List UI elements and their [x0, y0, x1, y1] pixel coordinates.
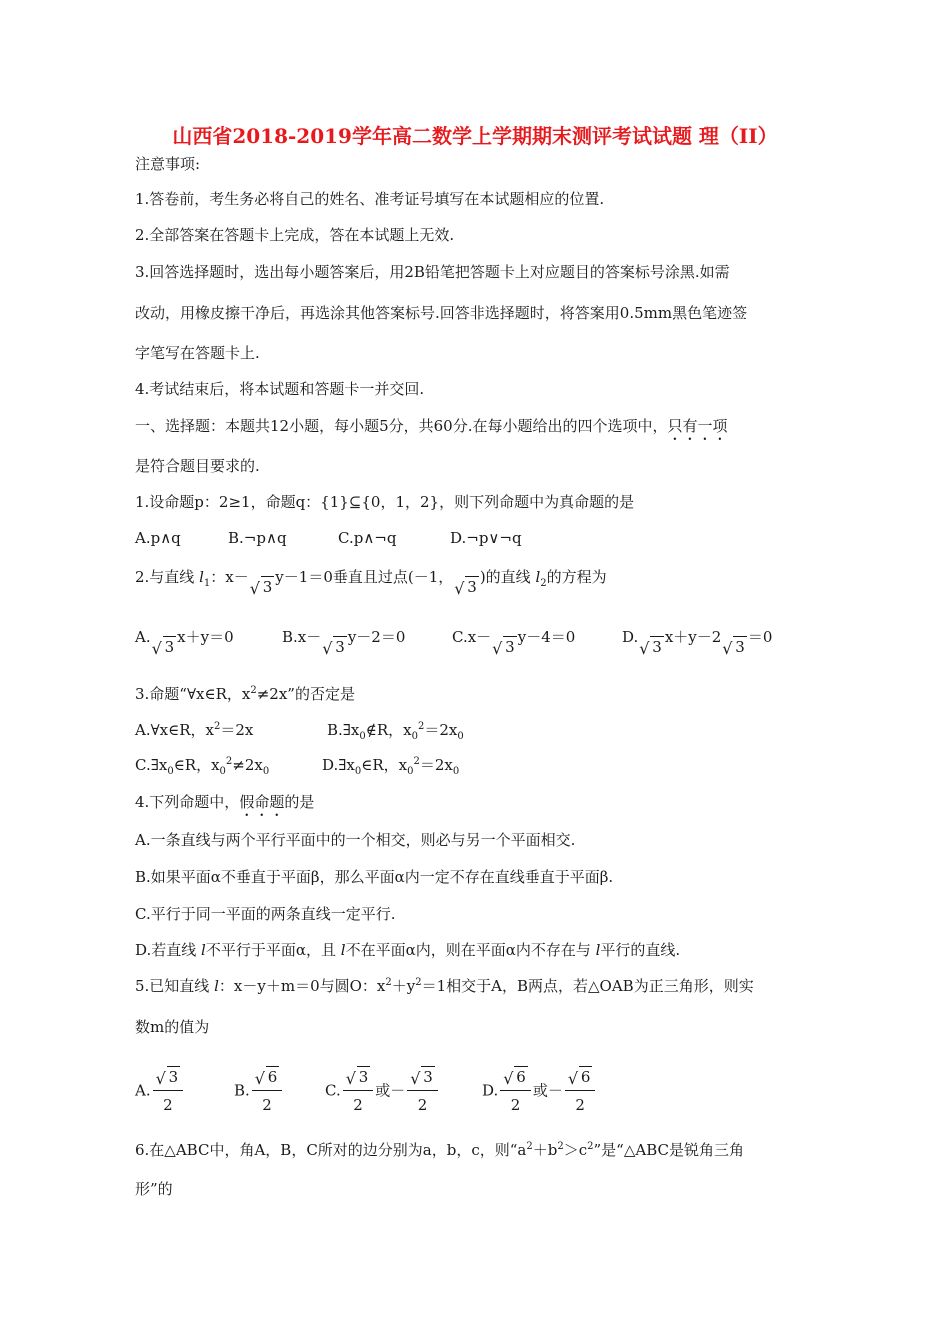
q4-option-c: C.平行于同一平面的两条直线一定平行. — [135, 905, 396, 923]
radical-sign: √ — [155, 1069, 166, 1088]
notice-item-3-line-3: 字笔写在答题卡上. — [135, 344, 260, 362]
numerator — [153, 1066, 184, 1091]
radical-sign: √ — [410, 1069, 421, 1088]
sqrt-3 — [639, 636, 664, 657]
option-letter: A. — [135, 1081, 151, 1100]
superscript: 2 — [557, 1141, 564, 1152]
q6-text: ”是“△ABC是锐角三角 — [593, 1141, 744, 1159]
q6-stem-line-2: 形”的 — [135, 1180, 173, 1198]
fraction — [153, 1066, 184, 1115]
radical-sign: √ — [345, 1069, 356, 1088]
subscript: 0 — [411, 731, 418, 742]
option-text: D.∃x — [322, 756, 355, 774]
denominator: 2 — [510, 1096, 521, 1114]
subscript: 0 — [457, 731, 464, 742]
superscript: 2 — [526, 1141, 533, 1152]
denominator: 2 — [353, 1096, 363, 1114]
q4-option-b: B.如果平面α不垂直于平面β，那么平面α内一定不存在直线垂直于平面β. — [135, 868, 614, 886]
q1-stem: 1.设命题p：2≥1，命题q：{1}⊆{0，1，2}，则下列命题中为真命题的是 — [135, 493, 635, 511]
fraction — [343, 1066, 374, 1115]
superscript: 2 — [213, 721, 221, 732]
sqrt-3 — [346, 1066, 371, 1087]
notice-heading: 注意事项: — [135, 155, 201, 173]
q1-option-d: D.¬p∨¬q — [450, 529, 522, 547]
sqrt-3 — [152, 636, 177, 657]
q2-stem — [135, 566, 607, 598]
subscript: 0 — [354, 766, 362, 777]
q3-option-b — [327, 720, 464, 740]
option-text: C.∃x — [135, 756, 168, 774]
denominator: 2 — [575, 1096, 585, 1114]
subscript: 0 — [407, 766, 414, 777]
exam-title: 山西省2018-2019学年高二数学上学期期末测评考试试题 理（II） — [172, 124, 778, 148]
sqrt-3 — [250, 576, 275, 597]
emphasis-false-proposition: 假命题 — [239, 793, 285, 811]
radicand: 3 — [358, 1068, 369, 1086]
option-text: ＝2x — [220, 721, 254, 739]
subscript: 0 — [262, 766, 270, 777]
radicand: 3 — [164, 638, 175, 656]
option-text: y－2＝0 — [347, 628, 406, 646]
radical-sign: √ — [722, 639, 733, 658]
q1-option-b: B.¬p∧q — [228, 529, 287, 547]
option-text: x＋y＝0 — [177, 628, 234, 646]
superscript: 2 — [587, 1141, 594, 1152]
option-text: ＝2x — [424, 721, 458, 739]
notice-item-3-line-2: 改动，用橡皮擦干净后，再选涂其他答案标号.回答非选择题时，将答案用0.5mm黑色笔迹签 — [135, 304, 748, 322]
sqrt-3 — [322, 636, 347, 657]
q2-subscript-2: 2 — [540, 578, 547, 589]
q2-subscript-1: 1 — [203, 578, 211, 589]
denominator: 2 — [262, 1096, 272, 1114]
option-text: D.若直线 — [135, 941, 202, 959]
q4-option-d — [135, 940, 680, 960]
radical-sign: √ — [503, 1069, 514, 1088]
fraction — [252, 1066, 283, 1115]
superscript: 2 — [250, 685, 257, 696]
q2-text-1: 2.与直线 — [135, 568, 200, 586]
subscript: 0 — [219, 766, 226, 777]
option-letter: A. — [135, 628, 151, 646]
radicand: 3 — [335, 638, 345, 656]
numerator — [500, 1066, 531, 1091]
superscript: 2 — [225, 756, 233, 767]
sqrt-3 — [454, 576, 479, 597]
subscript: 0 — [452, 766, 460, 777]
q1-option-c: C.p∧¬q — [338, 529, 397, 547]
emphasis-only-one: 只有一项 — [667, 417, 728, 435]
numerator — [565, 1066, 596, 1091]
q5-option-d — [482, 1066, 597, 1115]
radical-sign: √ — [567, 1069, 579, 1088]
fraction — [407, 1066, 438, 1115]
option-text: ＝0 — [747, 628, 773, 646]
line-l-symbol: l — [199, 568, 204, 586]
notice-item-3-line-1: 3.回答选择题时，选出每小题答案后，用2B铅笔把答题卡上对应题目的答案标号涂黑.如需 — [135, 263, 730, 281]
superscript: 2 — [385, 977, 392, 988]
superscript: 2 — [418, 721, 425, 732]
sqrt-6 — [568, 1066, 593, 1087]
option-text: 不在平面α内，则在平面α内不存在与 — [345, 941, 596, 959]
q5-option-b — [234, 1066, 284, 1115]
q5-text: ＝1相交于A，B两点，若△OAB为正三角形，则实 — [421, 977, 754, 995]
option-text: y－4＝0 — [517, 628, 576, 646]
q6-text: 6.在△ABC中，角A，B，C所对的边分别为a，b，c，则“a — [135, 1141, 527, 1159]
radicand: 3 — [652, 638, 662, 656]
radicand: 3 — [423, 1068, 433, 1086]
radicand: 6 — [267, 1068, 278, 1086]
subscript: 0 — [167, 766, 174, 777]
option-letter: D. — [482, 1081, 499, 1100]
denominator: 2 — [417, 1096, 428, 1114]
radicand: 3 — [467, 578, 477, 596]
superscript: 2 — [413, 756, 420, 767]
radical-sign: √ — [492, 639, 503, 658]
radicand: 3 — [505, 638, 515, 656]
line-l-symbol: l — [595, 941, 601, 959]
q4-text: 的是 — [284, 793, 315, 811]
q2-text-4: )的直线 — [479, 568, 536, 586]
q2-option-a — [135, 626, 234, 658]
numerator — [343, 1066, 374, 1091]
section-intro-line-2: 是符合题目要求的. — [135, 457, 260, 475]
section-intro-line-1 — [135, 416, 728, 444]
radicand: 6 — [516, 1068, 526, 1086]
superscript: 2 — [415, 977, 422, 988]
sqrt-3 — [410, 1066, 435, 1087]
sqrt-6 — [503, 1066, 528, 1087]
option-text: ∉R，x — [365, 721, 412, 739]
fraction — [500, 1066, 531, 1115]
line-l-symbol: l — [214, 977, 219, 995]
q5-option-c — [325, 1066, 440, 1115]
radical-sign: √ — [454, 579, 465, 598]
q5-stem-line-1 — [135, 976, 754, 996]
option-text: A.∀x∈R，x — [135, 721, 214, 739]
sqrt-3 — [156, 1066, 181, 1087]
q1-option-a: A.p∧q — [135, 529, 181, 547]
subscript: 0 — [359, 731, 366, 742]
q3-option-a — [135, 720, 253, 740]
q3-text: ≠2x”的否定是 — [256, 685, 355, 703]
q3-option-c — [135, 755, 269, 775]
line-l-symbol: l — [201, 941, 206, 959]
line-l-symbol: l — [535, 568, 541, 586]
q3-option-d — [322, 755, 459, 775]
option-text: x＋y－2 — [664, 628, 722, 646]
option-text: ＝2x — [419, 756, 453, 774]
option-text: 不平行于平面α，且 — [205, 941, 341, 959]
sqrt-6 — [255, 1066, 280, 1087]
option-letter: C. — [325, 1081, 341, 1100]
sqrt-3 — [722, 636, 747, 657]
option-or-text: 或－ — [375, 1081, 406, 1100]
denominator: 2 — [163, 1096, 173, 1114]
option-text: ∈R，x — [173, 756, 220, 774]
option-letter: D. — [622, 628, 639, 646]
radicand: 6 — [580, 1068, 591, 1086]
option-text: B.x－ — [282, 628, 322, 646]
numerator — [252, 1066, 283, 1091]
q5-option-a — [135, 1066, 185, 1115]
notice-item-2: 2.全部答案在答题卡上完成，答在本试题上无效. — [135, 226, 455, 244]
radicand: 3 — [262, 578, 273, 596]
q4-stem — [135, 792, 314, 820]
radical-sign: √ — [151, 639, 162, 658]
q2-option-d — [622, 626, 773, 658]
q3-stem — [135, 684, 355, 704]
option-text: ∈R，x — [361, 756, 408, 774]
option-text: 平行的直线. — [600, 941, 681, 959]
radical-sign: √ — [249, 579, 260, 598]
radical-sign: √ — [322, 639, 333, 658]
q6-text: ＋b — [532, 1141, 558, 1159]
q4-text: 4.下列命题中， — [135, 793, 240, 811]
fraction — [565, 1066, 596, 1115]
radical-sign: √ — [254, 1069, 265, 1088]
radicand: 3 — [168, 1068, 179, 1086]
q5-text: ＋y — [391, 977, 416, 995]
q2-text-5: 的方程为 — [546, 568, 607, 586]
q5-text: 5.已知直线 — [135, 977, 215, 995]
line-l-symbol: l — [340, 941, 346, 959]
sqrt-3 — [492, 636, 517, 657]
numerator — [407, 1066, 438, 1091]
q2-option-b — [282, 626, 406, 658]
option-or-text: 或－ — [532, 1081, 563, 1100]
q6-text: ＞c — [563, 1141, 588, 1159]
q6-stem-line-1 — [135, 1140, 744, 1160]
option-text: B.∃x — [327, 721, 360, 739]
q3-text: 3.命题“∀x∈R，x — [135, 685, 251, 703]
q5-stem-line-2: 数m的值为 — [135, 1018, 210, 1036]
q2-text-2: ：x－ — [210, 568, 249, 586]
option-text: C.x－ — [452, 628, 492, 646]
radical-sign: √ — [639, 639, 650, 658]
q4-option-a: A.一条直线与两个平行平面中的一个相交，则必与另一个平面相交. — [135, 831, 576, 849]
option-letter: B. — [234, 1081, 250, 1100]
notice-item-1: 1.答卷前，考生务必将自己的姓名、准考证号填写在本试题相应的位置. — [135, 190, 605, 208]
q2-option-c — [452, 626, 576, 658]
section-intro-text: 一、选择题：本题共12小题，每小题5分，共60分.在每小题给出的四个选项中， — [135, 417, 668, 435]
notice-item-4: 4.考试结束后，将本试题和答题卡一并交回. — [135, 380, 425, 398]
radicand: 3 — [735, 638, 745, 656]
q2-text-3: y－1＝0垂直且过点(－1， — [275, 568, 454, 586]
option-text: ≠2x — [232, 756, 263, 774]
q5-text: ：x－y＋m＝0与圆O：x — [218, 977, 386, 995]
